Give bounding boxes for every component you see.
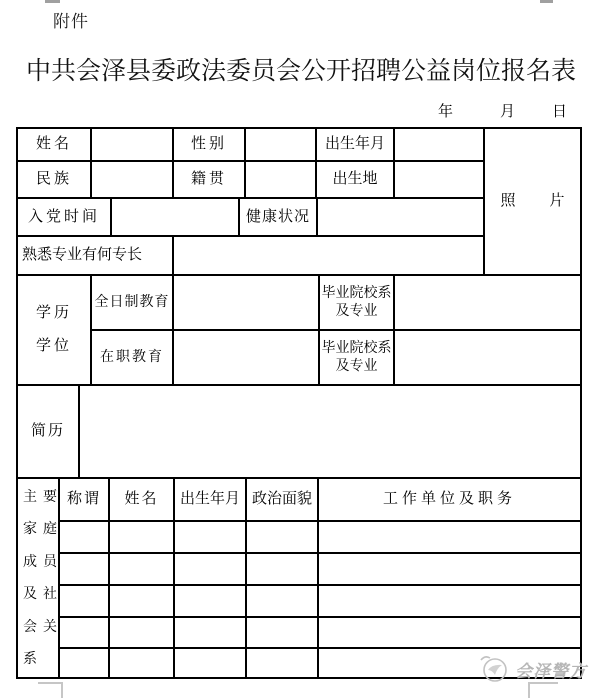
party-join-date-label: 入党时间 <box>16 197 112 237</box>
family-row1-work-input <box>317 520 582 554</box>
education-label-line1: 学历 <box>35 305 72 322</box>
family-name-header: 姓名 <box>108 477 175 522</box>
date-year-label: 年 <box>438 104 454 120</box>
family-label-pair-5: 会关 <box>23 619 63 635</box>
family-row5-name-input <box>108 647 175 679</box>
health-status-input <box>316 197 485 237</box>
family-row5-political-input <box>245 647 319 679</box>
family-row5-birthdate-input <box>173 647 247 679</box>
family-label-pair-3: 成员 <box>23 554 63 570</box>
family-row4-political-input <box>245 616 319 649</box>
family-row1-political-input <box>245 520 319 554</box>
date-day-label: 日 <box>552 104 568 120</box>
page-title: 中共会泽县委政法委员会公开招聘公益岗位报名表 <box>25 57 576 85</box>
inservice-grad-school-input <box>393 329 582 386</box>
family-row2-political-input <box>245 552 319 586</box>
relation-title-header: 称谓 <box>58 477 110 522</box>
inservice-grad-school-label <box>318 329 395 386</box>
family-row2-name-input <box>108 552 175 586</box>
top-right-artifact-bar <box>540 0 553 3</box>
fulltime-grad-school-input <box>393 274 582 331</box>
grad-school-line2: 及专业 <box>335 303 378 319</box>
education-degree-label <box>16 274 92 386</box>
family-row3-work-input <box>317 584 582 618</box>
gender-label: 性别 <box>172 127 246 162</box>
inservice-education-input <box>172 329 320 386</box>
family-label-pair-6: 系 <box>23 652 43 668</box>
name-input <box>90 127 174 162</box>
family-row3-title-input <box>58 584 110 618</box>
birthplace-input <box>393 160 485 199</box>
family-row3-political-input <box>245 584 319 618</box>
family-row4-work-input <box>317 616 582 649</box>
name-label: 姓名 <box>16 127 92 162</box>
bottom-left-corner-mark <box>38 682 63 698</box>
native-place-input <box>244 160 317 199</box>
work-unit-header: 工作单位及职务 <box>317 477 582 522</box>
family-members-label <box>16 477 63 679</box>
watermark-text: 会泽警方 <box>515 661 587 681</box>
specialty-input <box>172 235 485 276</box>
attachment-label: 附件 <box>53 12 89 31</box>
top-left-artifact-bar <box>45 0 60 3</box>
fulltime-education-input <box>172 274 320 331</box>
bottom-right-corner-mark <box>528 682 558 698</box>
family-row2-title-input <box>58 552 110 586</box>
birthdate-label: 出生年月 <box>315 127 395 162</box>
photo-box <box>483 127 582 276</box>
native-place-label: 籍贯 <box>172 160 246 199</box>
birthplace-label: 出生地 <box>315 160 395 199</box>
resume-input <box>78 384 582 479</box>
grad-school-line2: 及专业 <box>335 358 378 374</box>
family-row4-name-input <box>108 616 175 649</box>
police-watermark <box>478 654 587 684</box>
inservice-education-label: 在职教育 <box>90 329 174 386</box>
family-label-pair-1: 主要 <box>23 490 63 505</box>
family-row3-birthdate-input <box>173 584 247 618</box>
birthdate-input <box>393 127 485 162</box>
health-status-label: 健康状况 <box>238 197 318 237</box>
family-row3-name-input <box>108 584 175 618</box>
grad-school-line1: 毕业院校系 <box>321 341 392 356</box>
fulltime-education-label: 全日制教育 <box>90 274 174 331</box>
photo-label-char2: 片 <box>549 193 565 210</box>
family-label-pair-4: 及社 <box>23 587 63 603</box>
ethnicity-input <box>90 160 174 199</box>
specialty-label: 熟悉专业有何专长 <box>16 235 174 276</box>
family-row2-birthdate-input <box>173 552 247 586</box>
ethnicity-label: 民族 <box>16 160 92 199</box>
photo-label-char1: 照 <box>500 193 516 210</box>
family-row2-work-input <box>317 552 582 586</box>
family-birthdate-header: 出生年月 <box>173 477 247 522</box>
education-label-line2: 学位 <box>35 338 72 354</box>
resume-label: 简历 <box>16 384 80 479</box>
family-row5-title-input <box>58 647 110 679</box>
date-month-label: 月 <box>500 104 516 120</box>
family-row4-birthdate-input <box>173 616 247 649</box>
police-badge-icon <box>478 654 512 684</box>
family-row4-title-input <box>58 616 110 649</box>
grad-school-line1: 毕业院校系 <box>321 286 392 301</box>
family-label-pair-2: 家庭 <box>23 522 63 538</box>
fulltime-grad-school-label <box>318 274 395 331</box>
party-join-date-input <box>110 197 240 237</box>
family-row1-title-input <box>58 520 110 554</box>
family-row1-birthdate-input <box>173 520 247 554</box>
political-status-header: 政治面貌 <box>245 477 319 522</box>
gender-input <box>244 127 317 162</box>
family-row1-name-input <box>108 520 175 554</box>
